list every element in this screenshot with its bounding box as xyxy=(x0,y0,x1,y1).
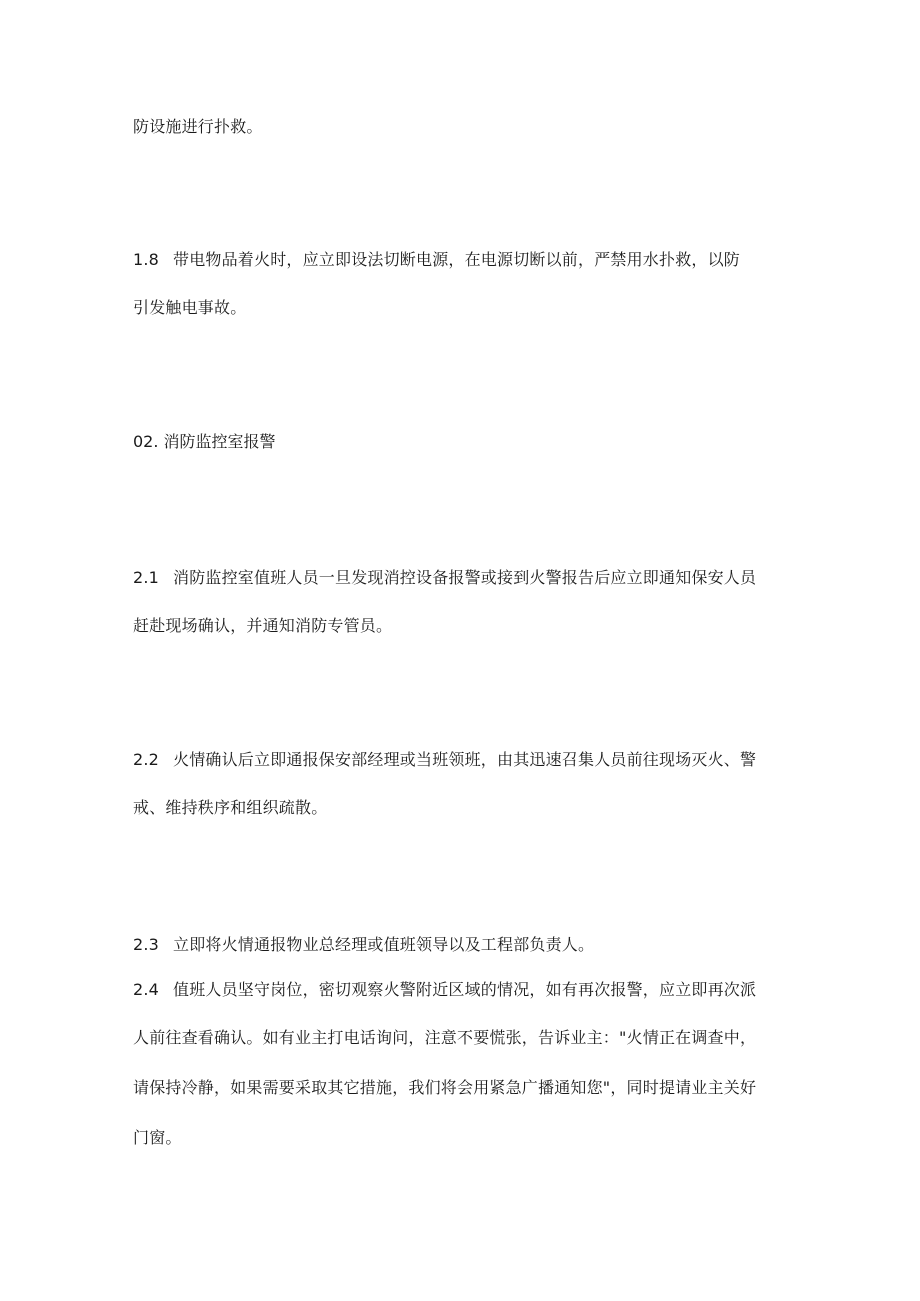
item-2-4-line-1 xyxy=(133,980,793,1000)
item-2-3-number: 2.3 xyxy=(133,935,160,954)
item-2-4-line-2: 人前往查看确认。如有业主打电话询问，注意不要慌张，告诉业主："火情正在调查中， xyxy=(133,1028,757,1047)
item-1-8-number: 1.8 xyxy=(133,250,160,269)
item-2-3-text-1: 立即将火情通报物业总经理或值班领导以及工程部负责人。 xyxy=(173,935,595,954)
item-2-1-line-1 xyxy=(133,568,793,588)
item-2-2-line-1 xyxy=(133,750,793,770)
item-2-1-text-1: 消防监控室值班人员一旦发现消控设备报警或接到火警报告后应立即通知保安人员 xyxy=(173,568,757,587)
item-2-1-line-2: 赶赴现场确认，并通知消防专管员。 xyxy=(133,616,393,635)
item-2-2-text-1: 火情确认后立即通报保安部经理或当班领班，由其迅速召集人员前往现场灭火、警 xyxy=(173,750,757,769)
item-2-2-number: 2.2 xyxy=(133,750,160,769)
item-2-4-text-1: 值班人员坚守岗位，密切观察火警附近区域的情况，如有再次报警，应立即再次派 xyxy=(173,980,757,999)
item-2-2-line-2: 戒、维持秩序和组织疏散。 xyxy=(133,798,328,817)
item-1-8-line-1 xyxy=(133,250,793,270)
item-1-8-line-2: 引发触电事故。 xyxy=(133,298,247,317)
section-02-heading: 02. 消防监控室报警 xyxy=(133,432,276,451)
item-2-4-line-3: 请保持冷静，如果需要采取其它措施，我们将会用紧急广播通知您"，同时提请业主关好 xyxy=(133,1078,757,1097)
continuation-text: 防设施进行扑救。 xyxy=(133,117,263,136)
item-2-4-number: 2.4 xyxy=(133,980,160,999)
item-2-4-line-4: 门窗。 xyxy=(133,1128,182,1147)
item-2-3-line-1 xyxy=(133,935,793,955)
item-1-8-text-1: 带电物品着火时，应立即设法切断电源，在电源切断以前，严禁用水扑救，以防 xyxy=(173,250,741,269)
item-2-1-number: 2.1 xyxy=(133,568,160,587)
